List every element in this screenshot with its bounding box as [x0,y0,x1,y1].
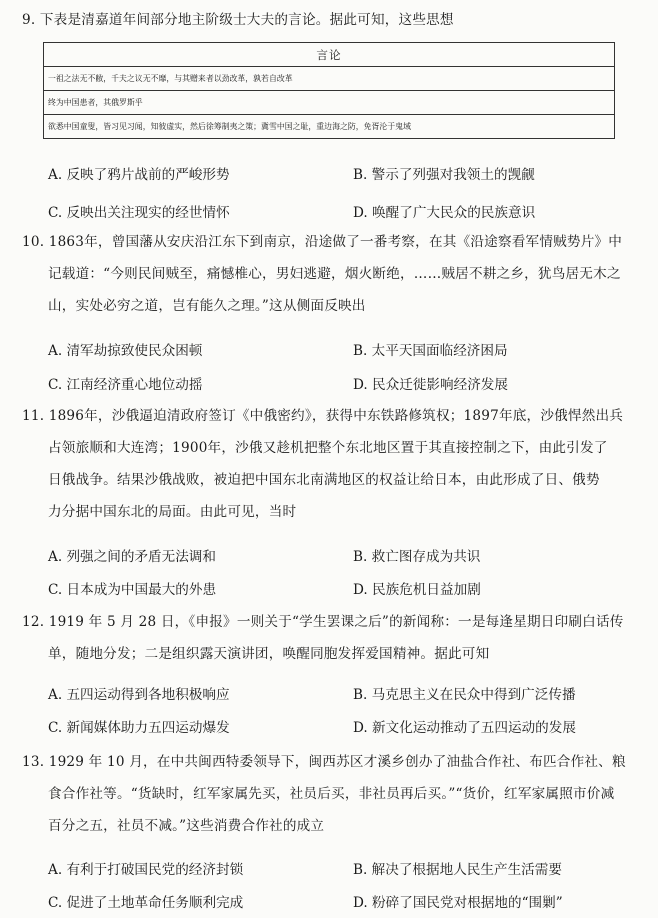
question-13-option-c: C. 促进了土地革命任务顺利完成 [48,895,244,911]
question-13-line: 食合作社等。“货缺时，红军家属先买，社员后买，非社员再后买。”“货价，红军家属照市价减 [48,786,615,802]
question-13-line: 百分之五，社员不减。”这些消费合作社的成立 [48,818,325,834]
question-10-line: 10. 1863年，曾国藩从安庆沿江东下到南京，沿途做了一番考察，在其《沿途察看军情贼势片》中 [22,234,623,250]
question-11-option-d: D. 民族危机日益加剧 [353,582,481,598]
question-10-option-a: A. 清军劫掠致使民众困顿 [48,343,203,359]
question-9-option-d: D. 唤醒了广大民众的民族意识 [353,205,536,221]
question-11-option-c: C. 日本成为中国最大的外患 [48,582,217,598]
question-10-stem [22,226,634,322]
question-10-option-c: C. 江南经济重心地位动摇 [48,377,203,393]
question-9-option-c: C. 反映出关注现实的经世情怀 [48,205,230,221]
question-9-option-a: A. 反映了鸦片战前的严峻形势 [48,167,230,183]
question-9-table [43,42,615,139]
question-13-stem [22,746,634,842]
question-9-line: 9. 下表是清嘉道年间部分地主阶级士大夫的言论。据此可知，这些思想 [22,12,454,28]
table-row: 一祖之法无不敝，千夫之议无不靡，与其赠来者以劲改革，孰若自改革 [44,67,615,91]
question-11-line: 占领旅顺和大连湾；1900年，沙俄又趁机把整个东北地区置于其直接控制之下，由此引发了 [48,440,608,456]
question-13-option-b: B. 解决了根据地人民生产生活需要 [353,862,562,878]
question-10-line: 记载道：“今则民间贼至，痛憾椎心，男妇逃避，烟火断绝，……贼居不耕之乡，犹鸟居无木之 [48,266,621,282]
question-11-stem [22,400,634,528]
question-13-option-a: A. 有利于打破国民党的经济封锁 [48,862,244,878]
question-12-option-b: B. 马克思主义在民众中得到广泛传播 [353,687,576,703]
table-header: 言论 [44,43,615,67]
question-11-line: 力分据中国东北的局面。由此可见，当时 [48,504,297,520]
question-10-option-d: D. 民众迁徙影响经济发展 [353,377,508,393]
question-12-option-a: A. 五四运动得到各地积极响应 [48,687,230,703]
question-11-line: 日俄战争。结果沙俄战败，被迫把中国东北南满地区的权益让给日本，由此形成了日、俄势 [48,472,600,488]
question-11-option-a: A. 列强之间的矛盾无法调和 [48,549,216,565]
question-13-line: 13. 1929 年 10 月，在中共闽西特委领导下，闽西苏区才溪乡创办了油盐合作社、布匹合作社、粮 [22,754,626,770]
table-row: 终为中国患者，其俄罗斯乎 [44,91,615,115]
question-9-option-b: B. 警示了列强对我领土的觊觎 [353,167,535,183]
question-9-stem [22,4,634,36]
question-13-option-d: D. 粉碎了国民党对根据地的“围剿” [353,895,563,911]
question-11-option-b: B. 救亡图存成为共识 [353,549,481,565]
question-11-line: 11. 1896年，沙俄逼迫清政府签订《中俄密约》，获得中东铁路修筑权；1897年底，沙俄悍然出兵 [22,408,624,424]
question-12-option-d: D. 新文化运动推动了五四运动的发展 [353,720,576,736]
question-12-line: 单，随地分发；二是组织露天演讲团，唤醒同胞发挥爱国精神。据此可知 [48,646,490,662]
question-10-line: 山，实处必穷之道，岂有能久之理。”这从侧面反映出 [48,298,366,314]
question-10-option-b: B. 太平天国面临经济困局 [353,343,508,359]
table-row: 欲悉中国童叟，皆习见习闻，知彼虚实，然后徐筹制夷之策；冀雪中国之耻，重边海之防，免胥沦于鬼域 [44,115,615,139]
question-12-line: 12. 1919 年 5 月 28 日，《申报》一则关于“学生罢课之后”的新闻称：一是每逢星期日印刷白话传 [22,614,624,630]
question-12-option-c: C. 新闻媒体助力五四运动爆发 [48,720,230,736]
question-12-stem [22,606,634,670]
